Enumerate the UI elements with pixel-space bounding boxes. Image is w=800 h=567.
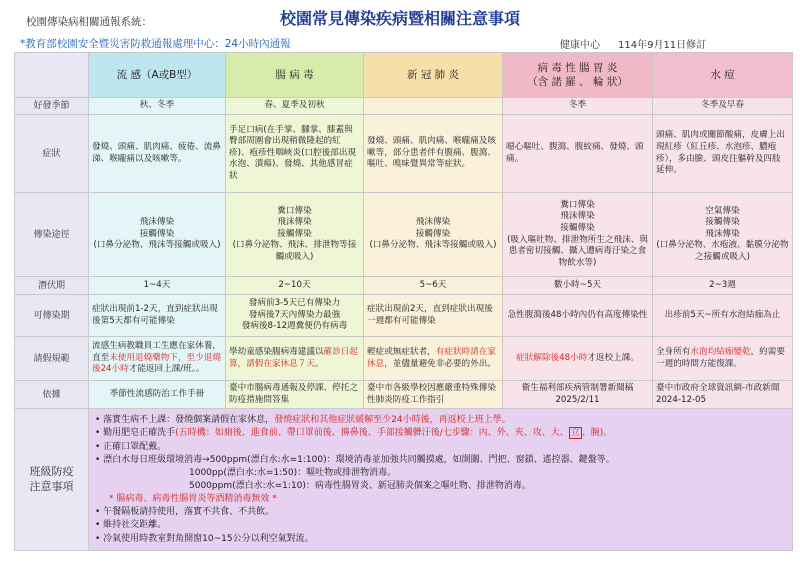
cell-enterovirus-symptom: 手足口病(在手掌、腳掌、膝蓋與臀部周圍會出現稍微隆起的紅疹)、疱疹性咽峽炎(口腔後部出現水泡、潰瘍)、發燒、其他感冒症狀 xyxy=(226,115,364,193)
cell-gastro-leave: 症狀解除後48小時才返校上課。 xyxy=(503,337,653,381)
cell-enterovirus-contagious: 發病前3-5天已有傳染力 發病後7天內傳染力最強 發病後8-12週糞便仍有病毒 xyxy=(226,295,364,337)
list-item: • 維持社交距離。 xyxy=(95,520,167,531)
prevention-row xyxy=(15,409,793,551)
corner-cell xyxy=(15,53,89,98)
cell-flu-season: 秋、冬季 xyxy=(89,98,226,115)
cell-enterovirus-leave: 學幼童感染腸病毒建議以確診日起算，請假在家休息７天。 xyxy=(226,337,364,381)
revised-date: 114年9月11日修訂 xyxy=(618,40,707,51)
reporting-system-label: 校園傳染病相關通報系統： xyxy=(26,16,152,28)
list-item: • 勤用肥皂正確洗手(五時機：如廁後、進食前、帶口罩前後、擤鼻後、手部接觸髒汙後/七步驟：內、外、夾、攻、大、 立 、腕)。 xyxy=(95,428,613,439)
cell-covid-leave: 輕症或無症狀者，有症狀時請在家休息，並儘量避免非必要的外出。 xyxy=(364,337,503,381)
cell-gastro-basis: 衛生福利部疾病管制署新聞稿 2025/2/11 xyxy=(503,381,653,409)
cell-enterovirus-route: 糞口傳染 飛沫傳染 接觸傳染 (口鼻分泌物、飛沫、排泄物等接觸或吸入) xyxy=(226,193,364,277)
cell-enterovirus-incubation: 2~10天 xyxy=(226,277,364,295)
table-row xyxy=(15,115,793,193)
cell-chickenpox-contagious: 出疹前5天~所有水泡結痂為止 xyxy=(653,295,793,337)
list-item: • 冷氣使用時教室對角開窗10~15公分以利空氣對流。 xyxy=(95,533,314,544)
cell-chickenpox-leave: 全身所有水泡均結痂變乾，約需要一週的時間方能復課。 xyxy=(653,337,793,381)
row-label-route: 傳染途徑 xyxy=(15,193,89,277)
prevention-notes xyxy=(89,409,793,551)
cell-chickenpox-symptom: 頭痛、肌肉或關節酸痛，皮膚上出現紅疹（紅丘疹、水泡疹、膿疱疹），多由臉、頭皮往軀幹及四肢延伸。 xyxy=(653,115,793,193)
page-title: 校園常見傳染疾病暨相關注意事項 xyxy=(279,9,520,28)
column-header-enterovirus: 腸 病 毒 xyxy=(226,53,364,98)
health-center-label: 健康中心 xyxy=(560,40,600,51)
page-header xyxy=(0,0,800,52)
table-row xyxy=(15,193,793,277)
table-row xyxy=(15,337,793,381)
cell-gastro-season: 冬季 xyxy=(503,98,653,115)
cell-covid-incubation: 5~6天 xyxy=(364,277,503,295)
list-item: • 落實生病不上課：發燒個案請假在家休息，發燒症狀和其他症狀緩解至少24小時後，再返校上班上學。 xyxy=(95,415,511,426)
cell-enterovirus-basis: 臺中市腸病毒通報及停課、停托之防疫措施問答集 xyxy=(226,381,364,409)
column-header-flu: 流 感（A或B型） xyxy=(89,53,226,98)
cell-chickenpox-route: 空氣傳染 接觸傳染 飛沫傳染 (口鼻分泌物、水疱液、黏膜分泌物之接觸或吸入) xyxy=(653,193,793,277)
list-item: 5000ppm(漂白水:水=1:10)：病毒性腸胃炎、新冠肺炎個案之嘔吐物、排泄物消毒。 xyxy=(189,481,531,492)
cell-chickenpox-season: 冬季及早春 xyxy=(653,98,793,115)
list-item: • 午餐隔板請持使用，落實不共食、不共飲。 xyxy=(95,507,275,518)
disease-table xyxy=(14,52,793,551)
row-label-incubation: 潛伏期 xyxy=(15,277,89,295)
column-header-gastroenteritis: 病 毒 性 腸 胃 炎 （含 諾 羅 、 輪 狀） xyxy=(503,53,653,98)
list-item: • 正確口罩配戴。 xyxy=(95,441,167,452)
cell-gastro-contagious: 急性腹瀉後48小時內仍有高度傳染性 xyxy=(503,295,653,337)
cell-covid-season xyxy=(364,98,503,115)
cell-flu-basis: 季節性流感防治工作手冊 xyxy=(89,381,226,409)
cell-gastro-symptom: 噁心嘔吐、腹瀉、腹絞痛、發燒、頭痛。 xyxy=(503,115,653,193)
cell-flu-leave: 流感生病教職員工生應在家休養，直至未使用退燒藥物下，至少退燒後24小時才能返回上課/班。。 xyxy=(89,337,226,381)
table-row xyxy=(15,295,793,337)
row-label-symptom: 症狀 xyxy=(15,115,89,193)
row-label-basis: 依據 xyxy=(15,381,89,409)
column-header-chickenpox: 水 痘 xyxy=(653,53,793,98)
table-row xyxy=(15,98,793,115)
cell-gastro-route: 糞口傳染 飛沫傳染 接觸傳染 (吸入嘔吐物、排泄物所生之飛沫、與患者密切接觸、攝入遭病毒汙染之食物飲水等) xyxy=(503,193,653,277)
table-row xyxy=(15,277,793,295)
cell-flu-incubation: 1~4天 xyxy=(89,277,226,295)
cell-flu-symptom: 發燒、頭痛、肌肉痛、疲倦、流鼻涕、喉嚨痛以及咳嗽等。 xyxy=(89,115,226,193)
cell-enterovirus-season: 春、夏季及初秋 xyxy=(226,98,364,115)
column-header-covid: 新 冠 肺 炎 xyxy=(364,53,503,98)
alcohol-warning: * 腸病毒、病毒性腸胃炎等酒精消毒無效 * xyxy=(109,494,277,505)
list-item: 1000pp(漂白水:水=1:50)：嘔吐物或排泄物消毒。 xyxy=(189,467,397,478)
reporting-center-note: *教育部校園安全暨災害防救通報處理中心：24小時內通報 xyxy=(20,38,291,50)
table-header-row xyxy=(15,53,793,98)
cell-gastro-incubation: 數小時~5天 xyxy=(503,277,653,295)
cell-covid-contagious: 症狀出現前2天，直到症狀出現後一週都有可能傳染 xyxy=(364,295,503,337)
prevention-label: 班級防疫 注意事項 xyxy=(15,409,89,551)
row-label-leave: 請假規範 xyxy=(15,337,89,381)
cell-flu-contagious: 症狀出現前1-2天，直到症狀出現後第5天都有可能傳染 xyxy=(89,295,226,337)
cell-covid-basis: 臺中市各級學校因應嚴重特殊傳染性肺炎防疫工作指引 xyxy=(364,381,503,409)
cell-covid-route: 飛沫傳染 接觸傳染 (口鼻分泌物、飛沫等接觸或吸入) xyxy=(364,193,503,277)
cell-covid-symptom: 發燒、頭痛、肌肉痛、喉嚨痛及咳嗽等，部分患者伴有腹痛、腹瀉、嘔吐、嗅味覺異常等症狀。 xyxy=(364,115,503,193)
cell-chickenpox-incubation: 2~3週 xyxy=(653,277,793,295)
table-row xyxy=(15,381,793,409)
cell-chickenpox-basis: 臺中市政府全球資訊網-市政新聞 2024-12-05 xyxy=(653,381,793,409)
cell-flu-route: 飛沫傳染 接觸傳染 (口鼻分泌物、飛沫等接觸或吸入) xyxy=(89,193,226,277)
row-label-contagious: 可傳染期 xyxy=(15,295,89,337)
list-item: • 漂白水每日班級環境消毒→500ppm(漂白水:水=1:100)：環境消毒並加強共同觸摸處，如開關、門把、窗鎖、遙控器、鍵盤等。 xyxy=(95,454,615,465)
row-label-season: 好發季節 xyxy=(15,98,89,115)
